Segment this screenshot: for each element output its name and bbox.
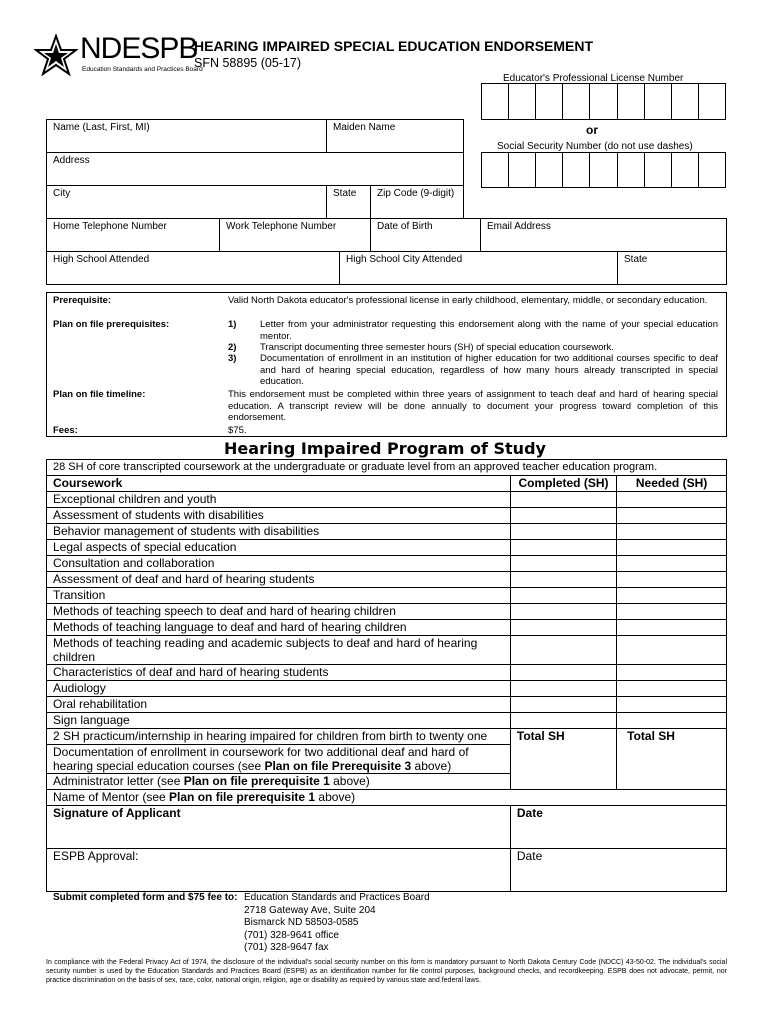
course-name: Methods of teaching language to deaf and hard of hearing children xyxy=(47,620,511,636)
logo-subtext: Education Standards and Practices Board xyxy=(82,66,203,73)
course-name: Methods of teaching speech to deaf and hard of hearing children xyxy=(47,604,511,620)
maiden-label: Maiden Name xyxy=(333,122,396,133)
digit-box[interactable] xyxy=(535,152,563,188)
state-field[interactable] xyxy=(326,185,371,219)
digit-box[interactable] xyxy=(481,152,509,188)
fees-text: $75. xyxy=(228,425,247,436)
form-number: SFN 58895 (05-17) xyxy=(194,56,302,70)
digit-box[interactable] xyxy=(535,83,563,120)
submit-line-3: Bismarck ND 58503-0585 xyxy=(244,917,359,928)
course-name: Exceptional children and youth xyxy=(47,492,511,508)
course-needed[interactable] xyxy=(617,665,727,681)
license-number-boxes[interactable] xyxy=(481,83,726,120)
course-completed[interactable] xyxy=(510,508,616,524)
admin-post: above) xyxy=(329,774,370,788)
program-title: Hearing Impaired Program of Study xyxy=(224,439,546,458)
course-needed[interactable] xyxy=(617,524,727,540)
course-row xyxy=(47,588,727,604)
course-name: Characteristics of deaf and hard of hearing students xyxy=(47,665,511,681)
city-label: City xyxy=(53,188,71,199)
digit-box[interactable] xyxy=(671,152,699,188)
course-name: Sign language xyxy=(47,713,511,729)
documentation-bold: Plan on file Prerequisite 3 xyxy=(264,759,412,773)
mentor-row[interactable] xyxy=(47,790,727,806)
course-name: Legal aspects of special education xyxy=(47,540,511,556)
hs-state-field[interactable] xyxy=(617,251,727,285)
name-field[interactable] xyxy=(46,119,327,153)
plan-num-1: 1) xyxy=(228,319,237,330)
course-name: Audiology xyxy=(47,681,511,697)
work-phone-field[interactable] xyxy=(219,218,371,252)
course-row xyxy=(47,492,727,508)
work-phone-label: Work Telephone Number xyxy=(226,221,337,232)
timeline-label: Plan on file timeline: xyxy=(53,389,146,400)
course-row xyxy=(47,620,727,636)
digit-box[interactable] xyxy=(562,83,590,120)
course-needed[interactable] xyxy=(617,636,727,665)
col-completed: Completed (SH) xyxy=(510,476,616,492)
date2-field[interactable] xyxy=(510,849,726,892)
plan-num-3: 3) xyxy=(228,353,237,364)
hs-city-field[interactable] xyxy=(339,251,618,285)
email-label: Email Address xyxy=(487,221,551,232)
ssn-boxes[interactable] xyxy=(481,152,726,188)
digit-box[interactable] xyxy=(698,152,726,188)
dob-label: Date of Birth xyxy=(377,221,433,232)
fees-label: Fees: xyxy=(53,425,78,436)
digit-box[interactable] xyxy=(644,152,672,188)
course-row xyxy=(47,697,727,713)
course-name: Methods of teaching reading and academic subjects to deaf and hard of hearing children xyxy=(47,636,511,665)
course-row xyxy=(47,508,727,524)
star-logo-icon xyxy=(34,34,78,80)
digit-box[interactable] xyxy=(617,83,645,120)
course-completed[interactable] xyxy=(510,540,616,556)
practicum-row: 2 SH practicum/internship in hearing impaired for children from birth to twenty one xyxy=(47,729,511,745)
home-phone-field[interactable] xyxy=(46,218,220,252)
signature-label: Signature of Applicant xyxy=(53,806,181,820)
date1-label: Date xyxy=(516,806,543,820)
course-completed[interactable] xyxy=(510,681,616,697)
course-needed[interactable] xyxy=(617,713,727,729)
license-label: Educator's Professional License Number xyxy=(503,73,684,84)
course-needed[interactable] xyxy=(617,572,727,588)
digit-box[interactable] xyxy=(562,152,590,188)
course-completed[interactable] xyxy=(510,697,616,713)
course-needed[interactable] xyxy=(617,620,727,636)
hs-city-label: High School City Attended xyxy=(346,254,463,265)
state-label: State xyxy=(333,188,357,199)
address-label: Address xyxy=(53,155,90,166)
course-completed[interactable] xyxy=(510,620,616,636)
course-needed[interactable] xyxy=(617,508,727,524)
course-name: Transition xyxy=(47,588,511,604)
course-needed[interactable] xyxy=(617,556,727,572)
mentor-post: above) xyxy=(315,790,356,804)
plan-text-3: Documentation of enrollment in an institution of higher education for two additional courses specific to deaf and hard of hearing special education, regardless of how many hours already transcripted in special education. xyxy=(260,353,718,387)
digit-box[interactable] xyxy=(617,152,645,188)
course-needed[interactable] xyxy=(617,681,727,697)
course-completed[interactable] xyxy=(510,636,616,665)
submit-line-4: (701) 328-9641 office xyxy=(244,929,339,941)
course-name: Consultation and collaboration xyxy=(47,556,511,572)
name-label: Name (Last, First, MI) xyxy=(53,122,150,133)
course-needed[interactable] xyxy=(617,492,727,508)
high-school-field[interactable] xyxy=(46,251,340,285)
program-intro: 28 SH of core transcripted coursework at the undergraduate or graduate level from an approved teacher education program. xyxy=(47,460,727,476)
course-completed[interactable] xyxy=(510,588,616,604)
course-name: Assessment of deaf and hard of hearing students xyxy=(47,572,511,588)
hs-state-label: State xyxy=(624,254,648,265)
submit-line-5: (701) 328-9647 fax xyxy=(244,942,329,953)
zip-label: Zip Code (9-digit) xyxy=(377,188,455,199)
address-field[interactable] xyxy=(46,152,464,186)
prereq-text: Valid North Dakota educator's professional license in early childhood, elementary, middle, or secondary education. xyxy=(228,295,708,306)
digit-box[interactable] xyxy=(508,83,536,120)
digit-box[interactable] xyxy=(508,152,536,188)
submit-address xyxy=(244,892,430,955)
espb-approval-label: ESPB Approval: xyxy=(53,849,139,863)
digit-box[interactable] xyxy=(644,83,672,120)
documentation-row[interactable] xyxy=(47,745,511,774)
maiden-name-field[interactable] xyxy=(326,119,464,153)
course-row xyxy=(47,636,727,665)
course-needed[interactable] xyxy=(617,588,727,604)
course-name: Assessment of students with disabilities xyxy=(47,508,511,524)
col-coursework: Coursework xyxy=(47,476,511,492)
total-sh-completed[interactable]: Total SH xyxy=(510,729,616,790)
mentor-pre: Name of Mentor (see xyxy=(53,790,170,804)
date1-field[interactable] xyxy=(510,806,726,849)
documentation-pre: Documentation of enrollment in coursework for two additional deaf and hard of hearing special education courses (see xyxy=(53,745,469,773)
course-needed[interactable] xyxy=(617,540,727,556)
total-sh-needed[interactable]: Total SH xyxy=(617,729,727,790)
coursework-table xyxy=(46,459,727,892)
city-field[interactable] xyxy=(46,185,327,219)
zip-field[interactable] xyxy=(370,185,464,219)
course-completed[interactable] xyxy=(510,556,616,572)
submit-label: Submit completed form and $75 fee to: xyxy=(53,892,238,903)
course-row xyxy=(47,524,727,540)
course-completed[interactable] xyxy=(510,604,616,620)
email-field[interactable] xyxy=(480,218,727,252)
logo xyxy=(34,32,203,82)
digit-box[interactable] xyxy=(589,83,617,120)
logo-text: NDESPB xyxy=(80,32,198,65)
course-completed[interactable] xyxy=(510,665,616,681)
course-row xyxy=(47,604,727,620)
course-completed[interactable] xyxy=(510,492,616,508)
prereq-label: Prerequisite: xyxy=(53,295,112,306)
espb-approval-field[interactable] xyxy=(47,849,511,892)
digit-box[interactable] xyxy=(698,83,726,120)
documentation-post: above) xyxy=(411,759,452,773)
digit-box[interactable] xyxy=(589,152,617,188)
requirements-box xyxy=(46,292,727,437)
course-row xyxy=(47,713,727,729)
plan-label: Plan on file prerequisites: xyxy=(53,319,170,330)
course-row xyxy=(47,681,727,697)
submit-line-2: 2718 Gateway Ave, Suite 204 xyxy=(244,904,376,916)
plan-num-2: 2) xyxy=(228,342,237,353)
form-title: HEARING IMPAIRED SPECIAL EDUCATION ENDORSEMENT xyxy=(194,38,594,54)
col-needed: Needed (SH) xyxy=(617,476,727,492)
course-row xyxy=(47,665,727,681)
signature-field[interactable] xyxy=(47,806,511,849)
mentor-bold: Plan on file prerequisite 1 xyxy=(169,790,316,804)
date2-label: Date xyxy=(516,849,543,863)
or-label: or xyxy=(586,123,598,137)
course-name: Oral rehabilitation xyxy=(47,697,511,713)
course-name: Behavior management of students with disabilities xyxy=(47,524,511,540)
high-school-label: High School Attended xyxy=(53,254,150,265)
course-completed[interactable] xyxy=(510,713,616,729)
course-row xyxy=(47,572,727,588)
admin-pre: Administrator letter (see xyxy=(53,774,184,788)
digit-box[interactable] xyxy=(481,83,509,120)
course-row xyxy=(47,556,727,572)
home-phone-label: Home Telephone Number xyxy=(53,221,167,232)
digit-box[interactable] xyxy=(671,83,699,120)
course-row xyxy=(47,540,727,556)
course-needed[interactable] xyxy=(617,697,727,713)
dob-field[interactable] xyxy=(370,218,481,252)
plan-text-2: Transcript documenting three semester hours (SH) of special education coursework. xyxy=(260,342,614,353)
course-completed[interactable] xyxy=(510,524,616,540)
admin-row[interactable] xyxy=(47,774,511,790)
course-needed[interactable] xyxy=(617,604,727,620)
course-completed[interactable] xyxy=(510,572,616,588)
privacy-notice: In compliance with the Federal Privacy Act of 1974, the disclosure of the individual's social security number on this form is mandatory pursuant to North Dakota Century Code (NDCC) 43-50-02. The individual's social security number is used by the Education Standards and Practices Board (ESPB) as an identification number for file control purposes, background checks, and recordkeeping. ESPB does not advocate, permit, nor practice discrimination on the basis of sex, race, color, national origin, religion, age or disability as required by various state and federal laws. xyxy=(46,959,727,984)
admin-bold: Plan on file prerequisite 1 xyxy=(183,774,330,788)
ssn-label: Social Security Number (do not use dashes) xyxy=(497,141,693,152)
plan-text-1: Letter from your administrator requesting this endorsement along with the name of your special education mentor. xyxy=(260,319,718,342)
submit-line-1: Education Standards and Practices Board xyxy=(244,892,430,903)
timeline-text: This endorsement must be completed within three years of assignment to teach deaf and hard of hearing special education. A transcript review will be done annually to document your progress toward completion of this endorsement. xyxy=(228,389,718,423)
